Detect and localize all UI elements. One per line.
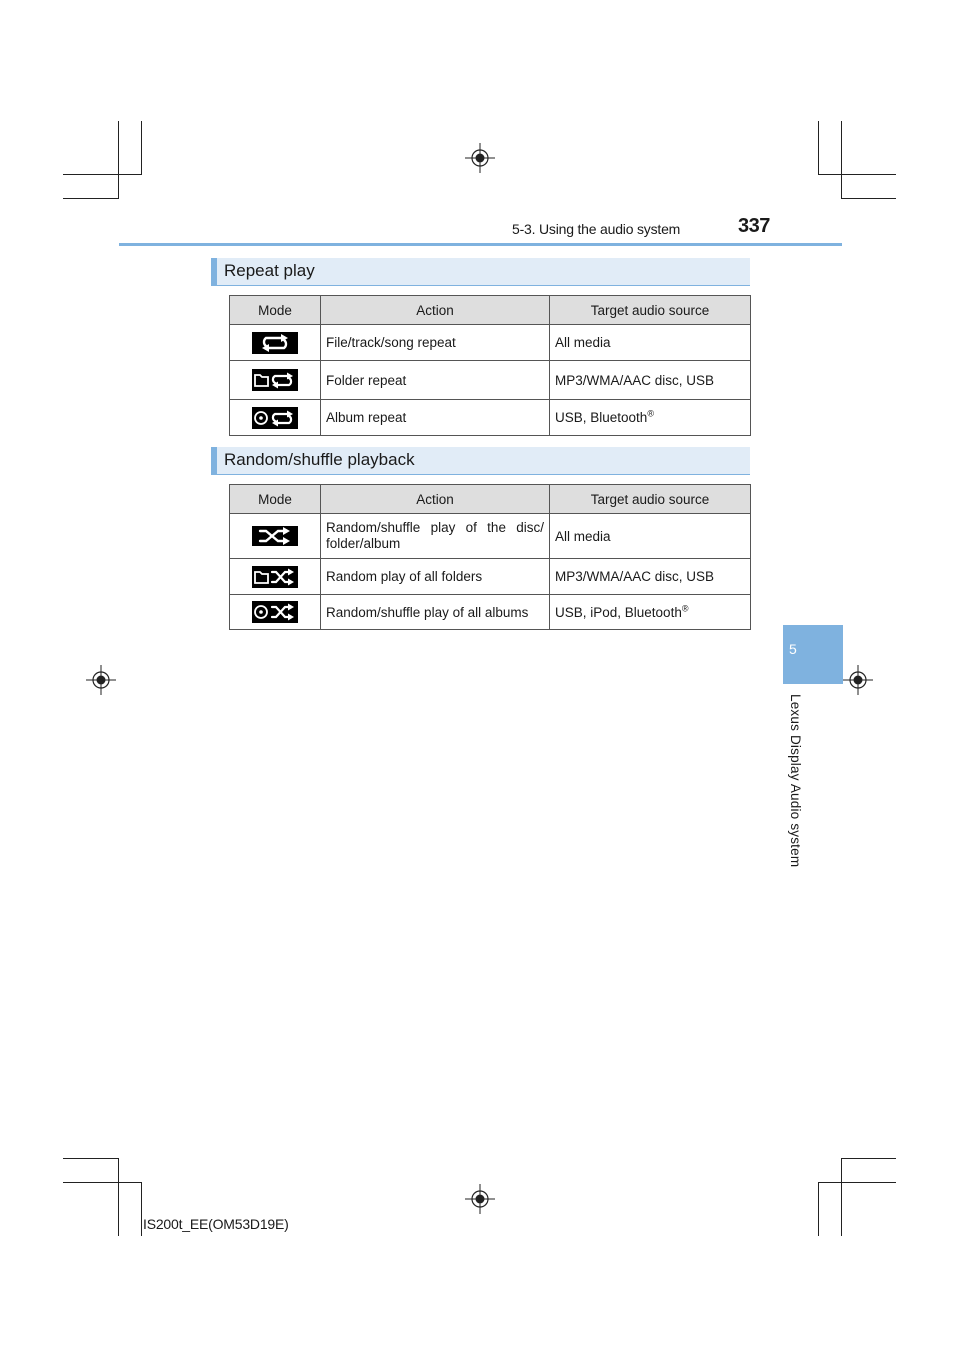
chapter-title: Lexus Display Audio system (788, 694, 803, 868)
column-header-mode: Mode (230, 296, 321, 325)
repeat-section-heading (211, 258, 750, 286)
table-header-row (230, 296, 751, 325)
action-cell: File/track/song repeat (321, 325, 550, 361)
crop-mark (818, 1182, 819, 1236)
crop-mark (63, 198, 119, 199)
random-section-heading (211, 447, 750, 475)
registration-mark-icon (465, 143, 495, 173)
repeat-table (229, 295, 751, 436)
crop-mark (818, 121, 819, 175)
source-cell: MP3/WMA/AAC disc, USB (550, 559, 751, 595)
crop-mark (63, 174, 142, 175)
table-header-row (230, 485, 751, 514)
footer-code: IS200t_EE(OM53D19E) (143, 1216, 289, 1232)
registration-mark-icon (465, 1184, 495, 1214)
table-row (230, 514, 751, 559)
table-row (230, 325, 751, 361)
header-rule (119, 243, 842, 246)
source-text: USB, iPod, Bluetooth (555, 604, 682, 620)
crop-mark (841, 121, 842, 199)
action-line: folder/album (326, 536, 401, 551)
repeat-section-title: Repeat play (224, 261, 315, 280)
registered-mark: ® (647, 408, 654, 419)
crop-mark (118, 121, 119, 199)
random-table (229, 484, 751, 630)
source-cell: MP3/WMA/AAC disc, USB (550, 361, 751, 400)
source-cell: All media (550, 514, 751, 559)
heading-accent-bar (211, 258, 217, 285)
registered-mark: ® (681, 603, 689, 613)
table-row (230, 400, 751, 436)
action-cell: Random/shuffle play of all albums (321, 595, 550, 630)
crop-mark (141, 1182, 142, 1236)
source-cell (550, 595, 751, 630)
crop-mark (841, 198, 896, 199)
repeat-icon (252, 332, 298, 354)
crop-mark (118, 1158, 119, 1236)
crop-mark (841, 1158, 896, 1159)
column-header-mode: Mode (230, 485, 321, 514)
action-cell: Random play of all folders (321, 559, 550, 595)
heading-accent-bar (211, 447, 217, 474)
action-cell (326, 520, 544, 551)
crop-mark (63, 1158, 119, 1159)
action-cell: Album repeat (321, 400, 550, 436)
crop-mark (63, 1182, 142, 1183)
source-text: USB, Bluetooth (555, 410, 648, 425)
registration-mark-icon (843, 665, 873, 695)
source-cell: All media (550, 325, 751, 361)
album-repeat-icon (252, 407, 298, 429)
column-header-action: Action (321, 485, 550, 514)
folder-repeat-icon (252, 369, 298, 391)
crop-mark (818, 1182, 896, 1183)
crop-mark (841, 1158, 842, 1236)
action-cell: Folder repeat (321, 361, 550, 400)
column-header-action: Action (321, 296, 550, 325)
table-row (230, 595, 751, 630)
shuffle-icon (252, 526, 298, 546)
chapter-number: 5 (789, 641, 797, 657)
table-row (230, 559, 751, 595)
random-section-title: Random/shuffle playback (224, 450, 415, 469)
column-header-source: Target audio source (550, 296, 751, 325)
action-line: Random/shuffle play of the disc/ (326, 520, 544, 536)
source-cell (550, 400, 751, 436)
crop-mark (818, 174, 896, 175)
folder-shuffle-icon (252, 566, 298, 588)
page-number: 337 (738, 215, 770, 237)
registration-mark-icon (86, 665, 116, 695)
album-shuffle-icon (252, 601, 298, 623)
section-label: 5-3. Using the audio system (512, 221, 681, 237)
column-header-source: Target audio source (550, 485, 751, 514)
crop-mark (141, 121, 142, 175)
table-row (230, 361, 751, 400)
